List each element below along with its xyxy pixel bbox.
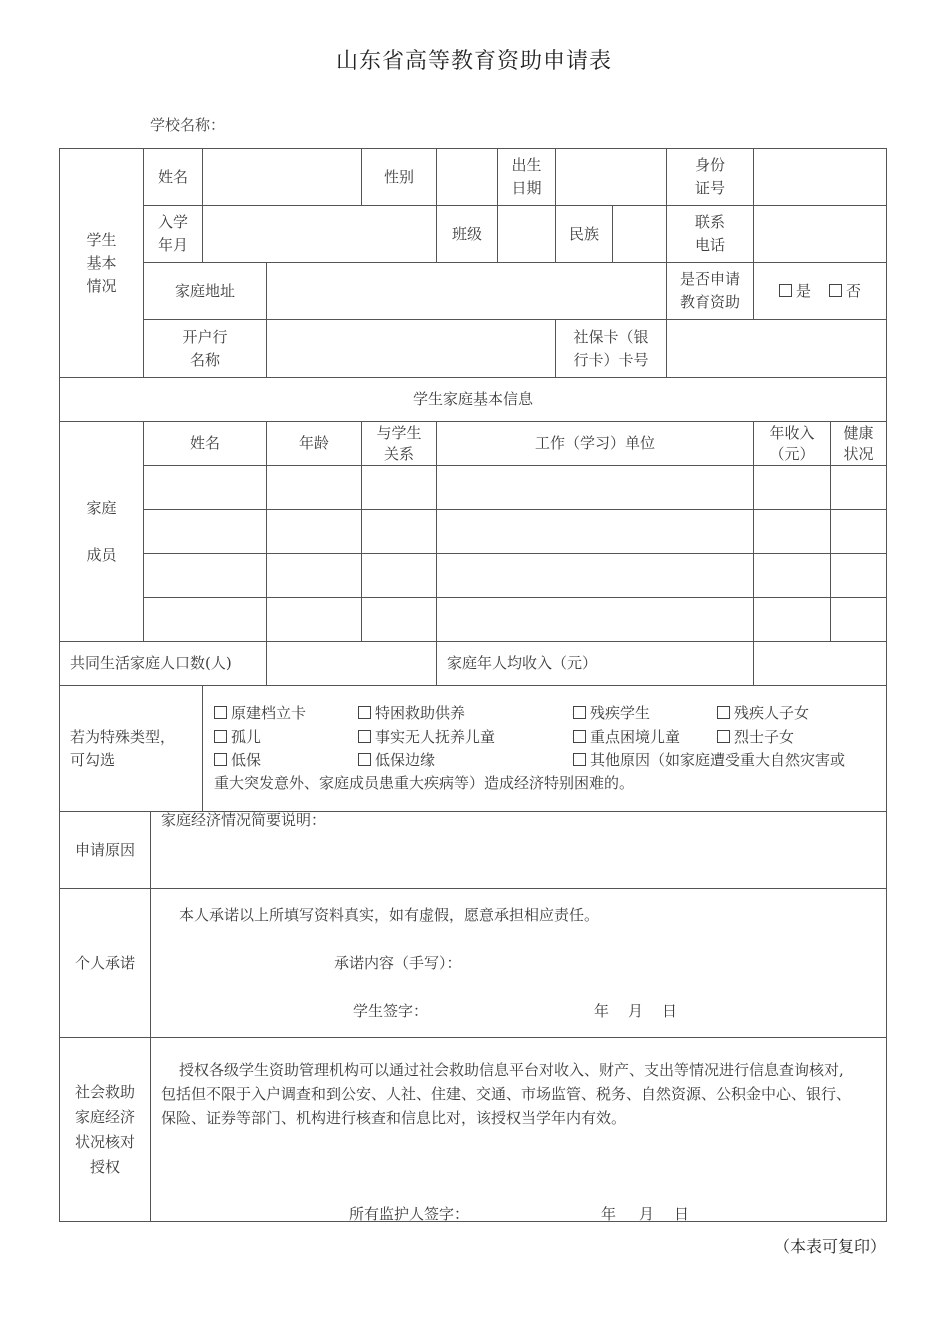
option-orphan[interactable]: 孤儿 (214, 726, 261, 749)
checkbox[interactable] (358, 706, 371, 719)
no-checkbox[interactable] (829, 284, 842, 297)
authorization-text-line2: 包括但不限于入户调查和到公安、人社、住建、交通、市场监管、税务、自然资源、公积金中心、银行、 (161, 1085, 852, 1103)
checkbox[interactable] (573, 706, 586, 719)
copy-permitted-note: （本表可复印） (773, 1237, 886, 1256)
member-name-header: 姓名 (189, 434, 220, 452)
basic-info-section-label: 学生 基本 情况 (86, 230, 117, 295)
auth-year: 年 (601, 1205, 617, 1223)
name-field[interactable] (203, 149, 361, 205)
id-number-label: 身份 证号 (694, 156, 725, 197)
household-count-label: 共同生活家庭人口数(人) (70, 654, 232, 672)
special-type-label-line2: 可勾选 (70, 751, 116, 769)
authorization-text-line3: 保险、证券等部门、机构进行核查和信息比对，该授权当学年内有效。 (161, 1109, 627, 1127)
yes-checkbox[interactable] (779, 284, 792, 297)
member-relation-header: 与学生 关系 (376, 423, 422, 463)
family-info-header: 学生家庭基本信息 (412, 390, 533, 408)
checkbox[interactable] (214, 753, 227, 766)
apply-yes-option[interactable]: 是 (779, 280, 811, 303)
enroll-date-field[interactable] (203, 206, 436, 262)
option-low-income[interactable]: 低保 (214, 749, 261, 772)
avg-income-field[interactable] (754, 642, 886, 685)
school-name-label: 学校名称： (150, 116, 226, 134)
table-row[interactable] (144, 598, 886, 641)
member-income-header: 年收入 （元） (769, 423, 815, 463)
phone-label: 联系 电话 (694, 213, 725, 254)
promise-content-label: 承诺内容（手写）： (334, 954, 462, 972)
auth-day: 日 (674, 1205, 690, 1223)
checkbox[interactable] (573, 730, 586, 743)
checkbox[interactable] (214, 706, 227, 719)
checkbox[interactable] (573, 753, 586, 766)
gender-field[interactable] (437, 149, 497, 205)
ethnic-label: 民族 (568, 224, 599, 243)
household-count-field[interactable] (267, 642, 436, 685)
option-martyr-child[interactable]: 烈士子女 (717, 726, 794, 749)
checkbox[interactable] (214, 730, 227, 743)
checkbox[interactable] (358, 753, 371, 766)
class-field[interactable] (498, 206, 555, 262)
member-age-header: 年龄 (298, 434, 329, 452)
checkbox[interactable] (717, 706, 730, 719)
form-title: 山东省高等教育资助申请表 (335, 49, 612, 74)
reason-label: 申请原因 (74, 840, 135, 859)
option-special-support[interactable]: 特困救助供养 (358, 702, 465, 725)
class-label: 班级 (451, 224, 482, 243)
promise-statement: 本人承诺以上所填写资料真实，如有虚假，愿意承担相应责任。 (179, 906, 600, 924)
option-other[interactable]: 其他原因（如家庭遭受重大自然灾害或 (573, 749, 845, 772)
address-label: 家庭地址 (174, 281, 235, 300)
student-signature-field[interactable] (440, 996, 580, 1024)
table-row[interactable] (144, 510, 886, 553)
option-other-continued: 重大突发意外、家庭成员患重大疾病等）造成经济特别困难的。 (214, 774, 635, 792)
option-key-hardship-child[interactable]: 重点困境儿童 (573, 726, 680, 749)
checkbox[interactable] (717, 730, 730, 743)
name-label: 姓名 (157, 167, 188, 186)
reason-text-area[interactable] (152, 834, 885, 886)
option-poverty-card[interactable]: 原建档立卡 (214, 702, 306, 725)
student-signature-label: 学生签字： (353, 1002, 429, 1020)
bank-name-label: 开户行 名称 (182, 327, 228, 369)
option-unsupported-child[interactable]: 事实无人抚养儿童 (358, 726, 495, 749)
checkbox[interactable] (358, 730, 371, 743)
enroll-date-label: 入学 年月 (157, 213, 188, 254)
special-type-label: 若为特殊类型， (70, 728, 176, 746)
id-number-field[interactable] (754, 149, 886, 205)
address-field[interactable] (267, 263, 666, 319)
birth-date-field[interactable] (556, 149, 666, 205)
table-row[interactable] (144, 554, 886, 597)
option-disabled-parent[interactable]: 残疾人子女 (717, 702, 809, 725)
auth-month: 月 (639, 1205, 655, 1223)
phone-field[interactable] (754, 206, 886, 262)
gender-label: 性别 (383, 167, 414, 186)
member-health-header: 健康 状况 (843, 423, 874, 463)
authorization-label: 社会救助 家庭经济 状况核对 授权 (74, 1082, 135, 1176)
promise-day: 日 (662, 1002, 678, 1020)
bank-name-field[interactable] (267, 320, 555, 377)
reason-prompt: 家庭经济情况简要说明： (161, 811, 327, 829)
apply-aid-options (754, 263, 886, 319)
guardian-signature-label: 所有监护人签字： (349, 1205, 470, 1223)
card-number-label: 社保卡（银 行卡）卡号 (573, 327, 649, 369)
authorization-text-line1: 授权各级学生资助管理机构可以通过社会救助信息平台对收入、财产、支出等情况进行信息查询核对, (179, 1061, 844, 1079)
promise-label: 个人承诺 (74, 953, 135, 972)
option-disabled-student[interactable]: 残疾学生 (573, 702, 650, 725)
birth-date-label: 出生 日期 (511, 156, 542, 197)
card-number-field[interactable] (667, 320, 886, 377)
option-low-income-edge[interactable]: 低保边缘 (358, 749, 435, 772)
promise-year: 年 (594, 1002, 610, 1020)
family-members-section-label: 家庭 成员 (86, 498, 117, 564)
apply-no-option[interactable]: 否 (829, 280, 861, 303)
avg-income-label: 家庭年人均收入（元） (447, 654, 598, 672)
table-row[interactable] (144, 466, 886, 509)
promise-month: 月 (628, 1002, 644, 1020)
apply-aid-label: 是否申请 教育资助 (679, 270, 740, 311)
member-work-header: 工作（学习）单位 (534, 434, 655, 452)
guardian-signature-field[interactable] (470, 1199, 590, 1221)
ethnic-field[interactable] (613, 206, 666, 262)
